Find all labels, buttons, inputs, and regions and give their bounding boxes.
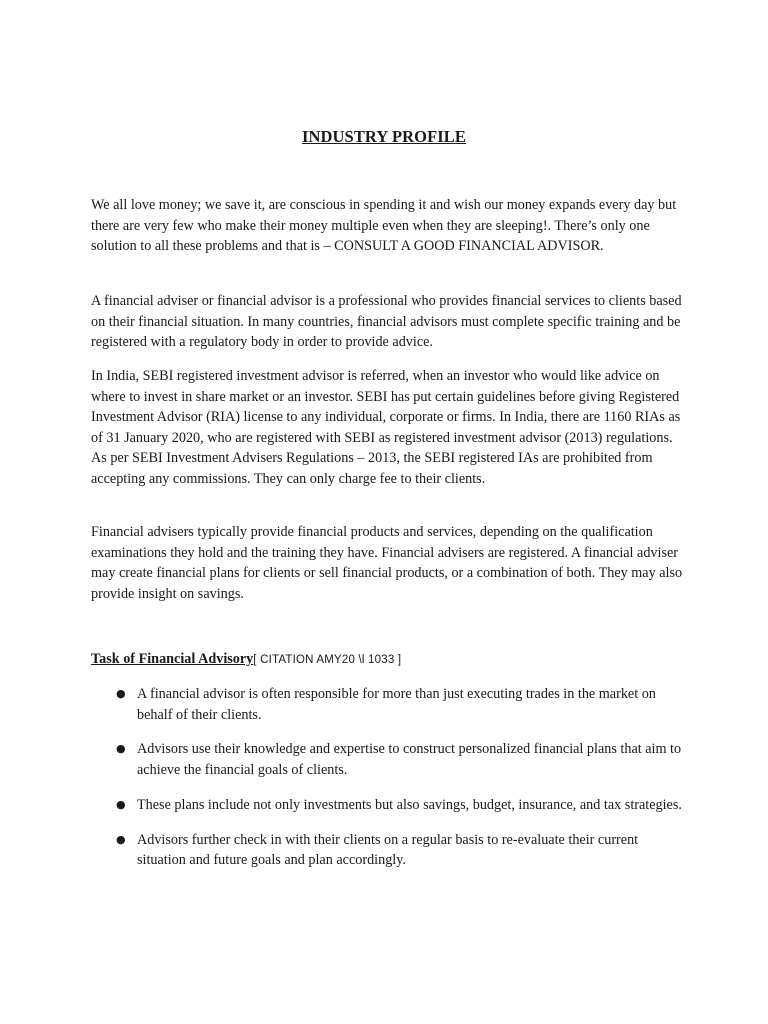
bullet-icon: ● <box>116 832 126 846</box>
section-heading <box>91 651 401 668</box>
list-item <box>91 684 683 725</box>
list-item-text: Advisors further check in with their clients on a regular basis to re-evaluate their current situation and future goals and plan accordingly. <box>137 831 639 869</box>
paragraph-intro: We all love money; we save it, are conscious in spending it and wish our money expands every day but there are very few who make their money multiple even when they are sleeping!. There’s only one solution to all these problems and that is – CONSULT A GOOD FINANCIAL ADVISOR. <box>91 197 677 255</box>
bullet-list <box>91 684 683 885</box>
section-heading-text: Task of Financial Advisory <box>91 651 254 667</box>
bullet-icon: ● <box>116 797 126 811</box>
bullet-icon: ● <box>116 742 126 756</box>
page-title: INDUSTRY PROFILE <box>301 127 467 146</box>
paragraph-india-sebi: In India, SEBI registered investment advisor is referred, when an investor who would like advice on where to invest in share market or an investor. SEBI has put certain guidelines before giving Registered Investment Advisor (RIA) license to any individual, corporate or firms. In India, there are 1160 RIAs as of 31 January 2020, who are registered with SEBI as registered investment advisor (2013) regulations. As per SEBI Investment Advisers Regulations – 2013, the SEBI registered IAs are prohibited from accepting any commissions. They can only charge fee to their clients. <box>91 368 681 487</box>
citation-field: [ CITATION AMY20 \l 1033 ] <box>253 654 402 666</box>
list-item-text: These plans include not only investments but also savings, budget, insurance, and tax strategies. <box>137 796 682 813</box>
list-item <box>91 795 683 816</box>
paragraph-services: Financial advisers typically provide financial products and services, depending on the qualification examinations they hold and the training they have. Financial advisers are registered. A financial adviser may create financial plans for clients or sell financial products, or a combination of both. They may also provide insight on savings. <box>91 524 683 602</box>
list-item-text: A financial advisor is often responsible for more than just executing trades in the market on behalf of their clients. <box>137 686 656 723</box>
list-item <box>91 830 683 871</box>
list-item-text: Advisors use their knowledge and expertise to construct personalized financial plans that aim to achieve the financial goals of clients. <box>137 741 682 778</box>
bullet-icon: ● <box>116 687 126 700</box>
paragraph-definition: A financial adviser or financial advisor is a professional who provides financial services to clients based on their financial situation. In many countries, financial advisors must complete specific training and be registered with a regulatory body in order to provide advice. <box>91 293 682 351</box>
list-item <box>91 739 683 780</box>
